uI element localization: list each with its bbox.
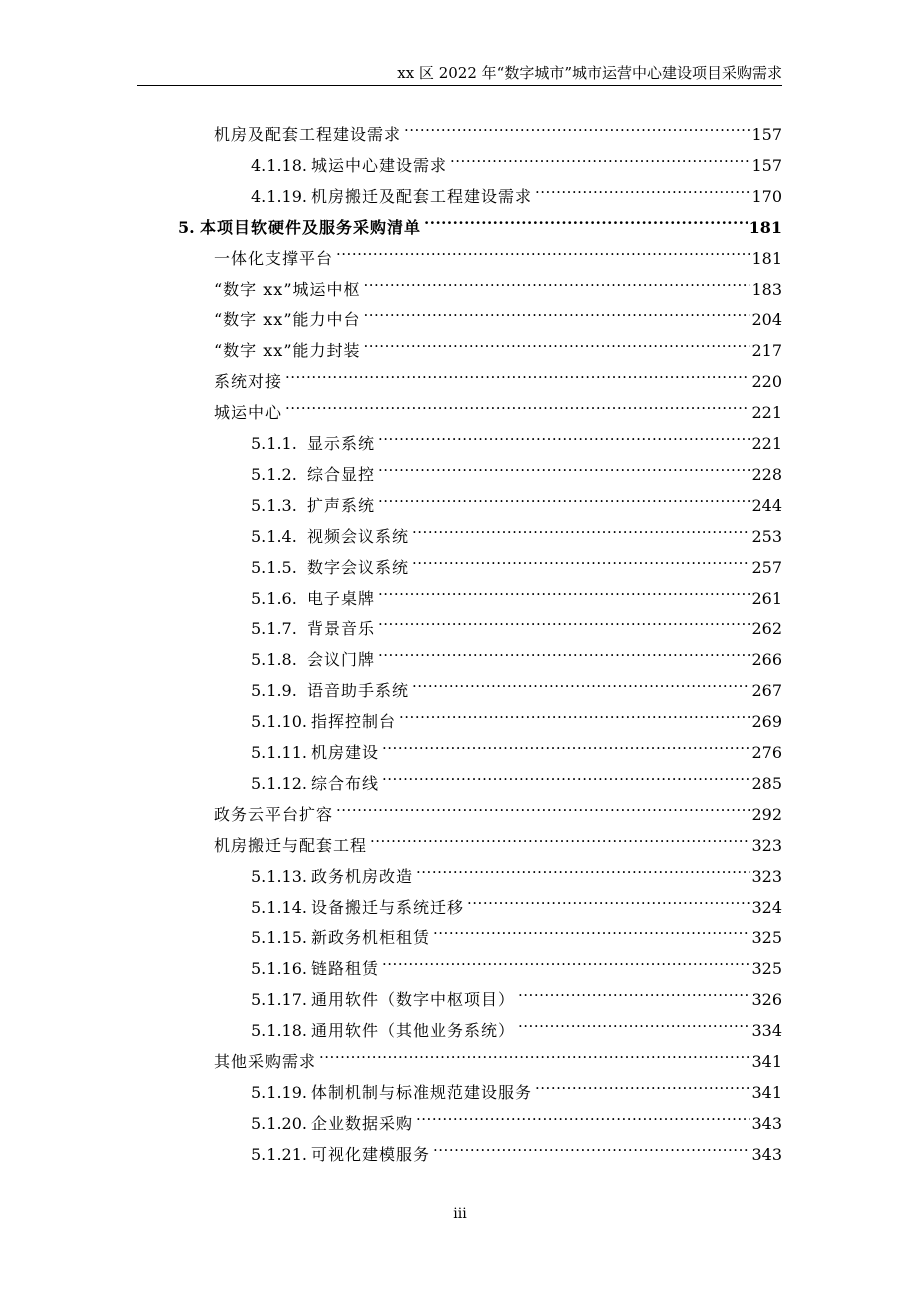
toc-entry-number: 5.1.19.: [251, 1082, 307, 1102]
toc-entry-page: 343: [751, 1113, 782, 1133]
toc-entry[interactable]: [214, 303, 782, 330]
toc-entry-number: 5.1.13.: [251, 866, 307, 886]
toc-entry-title: 新政务机柜租赁: [311, 928, 431, 948]
toc-entry-title: 政务机房改造: [311, 866, 414, 886]
toc-entry[interactable]: [251, 582, 782, 608]
toc-entry-number: 5.1.5.: [251, 557, 297, 577]
toc-entry[interactable]: [251, 860, 782, 886]
toc-entry-title: 政务云平台扩容: [214, 804, 334, 824]
toc-entry-page: 257: [751, 557, 782, 577]
toc-entry[interactable]: [251, 952, 782, 979]
toc-leader-dots: [412, 520, 750, 542]
header-rule: [137, 85, 782, 86]
toc-entry-number: 5.1.12.: [251, 773, 307, 793]
toc-entry-number: 5.1.6.: [251, 588, 297, 608]
toc-entry-number: 5.1.15.: [251, 928, 307, 948]
toc-leader-dots: [378, 582, 750, 604]
toc-entry-page: 292: [751, 804, 782, 824]
toc-leader-dots: [535, 180, 750, 202]
toc-entry-title: 体制机制与标准规范建设服务: [311, 1082, 533, 1102]
toc-entry[interactable]: [251, 705, 782, 732]
toc-entry-title: 视频会议系统: [307, 526, 410, 546]
toc-entry[interactable]: [214, 365, 782, 392]
toc-entry-title: 通用软件（数字中枢项目）: [311, 990, 516, 1010]
toc-entry-page: 204: [751, 310, 782, 330]
toc-leader-dots: [364, 303, 751, 325]
toc-leader-dots: [319, 1045, 750, 1067]
toc-entry-title: “数字 xx”城运中枢: [214, 279, 361, 299]
toc-entry-title: 城运中心: [214, 403, 283, 423]
toc-entry-page: 261: [751, 588, 782, 608]
toc-entry-title: 城运中心建设需求: [311, 155, 448, 175]
toc-leader-dots: [416, 1107, 750, 1129]
toc-leader-dots: [378, 458, 750, 480]
toc-entry-title: 机房搬迁与配套工程: [214, 835, 368, 855]
toc-entry-page: 157: [751, 125, 782, 144]
toc-leader-dots: [467, 891, 750, 913]
toc-entry-page: 183: [751, 279, 782, 299]
toc-leader-dots: [382, 736, 750, 758]
toc-entry[interactable]: [178, 211, 782, 237]
toc-entry-page: 325: [751, 959, 782, 979]
toc-entry-title: 显示系统: [307, 434, 376, 453]
toc-leader-dots: [433, 1138, 750, 1160]
toc-entry-page: 221: [751, 403, 782, 423]
toc-entry-number: 5.1.9.: [251, 681, 297, 701]
toc-leader-dots: [370, 829, 750, 851]
toc-entry-number: 4.1.19.: [251, 186, 307, 206]
toc-entry[interactable]: [214, 829, 782, 855]
toc-entry[interactable]: [251, 921, 782, 948]
toc-leader-dots: [382, 767, 750, 789]
toc-entry[interactable]: [251, 736, 782, 762]
toc-entry-page: 181: [751, 248, 782, 268]
toc-entry[interactable]: [214, 334, 782, 361]
toc-entry-title: 综合显控: [307, 464, 376, 484]
toc-leader-dots: [450, 149, 750, 171]
toc-entry-page: 266: [751, 650, 782, 670]
toc-entry-title: 企业数据采购: [311, 1113, 414, 1133]
toc-entry-page: 325: [751, 928, 782, 948]
toc-entry-title: 一体化支撑平台: [214, 248, 334, 268]
toc-entry[interactable]: [214, 396, 782, 423]
toc-leader-dots: [285, 396, 750, 418]
toc-entry-page: 170: [751, 186, 782, 206]
toc-leader-dots: [518, 983, 750, 1005]
toc-entry-title: “数字 xx”能力中台: [214, 310, 361, 330]
toc-leader-dots: [378, 489, 750, 511]
toc-entry[interactable]: [251, 1076, 782, 1102]
toc-leader-dots: [404, 118, 750, 140]
toc-entry-page: 323: [751, 866, 782, 886]
toc-leader-dots: [535, 1076, 750, 1098]
toc-leader-dots: [518, 1014, 750, 1036]
toc-entry-title: 其他采购需求: [214, 1052, 317, 1071]
toc-entry[interactable]: [251, 520, 782, 546]
toc-entry-title: 电子桌牌: [307, 588, 376, 608]
toc-leader-dots: [364, 273, 751, 295]
toc-entry[interactable]: [251, 458, 782, 484]
toc-entry-number: 5.1.4.: [251, 526, 297, 546]
toc-leader-dots: [433, 921, 750, 943]
toc-entry-title: 可视化建模服务: [311, 1144, 431, 1164]
toc-leader-dots: [424, 211, 748, 233]
toc-entry-title: 系统对接: [214, 372, 283, 392]
running-header: xx 区 2022 年“数字城市”城市运营中心建设项目采购需求: [397, 64, 782, 82]
toc-entry[interactable]: [251, 551, 782, 577]
toc-entry-title: 语音助手系统: [307, 681, 410, 701]
toc-entry-title: 链路租赁: [311, 959, 380, 979]
toc-entry-page: 269: [751, 712, 782, 732]
toc-leader-dots: [364, 334, 751, 356]
toc-entry-title: 综合布线: [311, 773, 380, 793]
toc-entry-number: 5.1.16.: [251, 959, 307, 979]
toc-leader-dots: [336, 242, 750, 264]
toc-leader-dots: [412, 674, 750, 696]
toc-leader-dots: [399, 705, 750, 727]
toc-entry-number: 5.1.11.: [251, 743, 307, 762]
toc-entry-number: 5.1.20.: [251, 1113, 307, 1133]
toc-entry-page: 244: [751, 495, 782, 515]
toc-entry-page: 267: [751, 681, 782, 701]
toc-entry-page: 228: [751, 464, 782, 484]
toc-entry[interactable]: [251, 489, 782, 515]
toc-entry-number: 4.1.18.: [251, 155, 307, 175]
toc-entry-number: 5.1.10.: [251, 712, 307, 732]
toc-entry[interactable]: [214, 798, 782, 824]
toc-entry-number: 5.1.1.: [251, 434, 297, 453]
toc-leader-dots: [412, 551, 750, 573]
toc-entry-number: 5.1.8.: [251, 650, 297, 670]
toc-entry-title: 扩声系统: [307, 495, 376, 515]
toc-entry[interactable]: [251, 983, 782, 1010]
toc-entry-title: 机房及配套工程建设需求: [214, 125, 402, 144]
toc-entry-title: 指挥控制台: [311, 712, 397, 732]
toc-entry-page: 181: [748, 217, 782, 237]
toc-entry-title: 数字会议系统: [307, 557, 410, 577]
toc-entry-number: 5.1.18.: [251, 1021, 307, 1041]
toc-leader-dots: [378, 643, 750, 665]
toc-entry-title: 设备搬迁与系统迁移: [311, 897, 465, 917]
toc-entry[interactable]: [251, 1138, 782, 1164]
toc-entry-number: 5.: [178, 217, 195, 237]
toc-leader-dots: [382, 952, 750, 974]
toc-entry-title: 机房建设: [311, 743, 380, 762]
toc-entry-number: 5.1.14.: [251, 897, 307, 917]
toc-entry-page: 220: [751, 372, 782, 392]
toc-entry-page: 262: [751, 619, 782, 639]
toc-leader-dots: [378, 427, 750, 449]
toc-entry[interactable]: [251, 149, 782, 175]
toc-leader-dots: [416, 860, 750, 882]
toc-entry[interactable]: [251, 767, 782, 793]
toc-entry-page: 276: [751, 743, 782, 762]
toc-entry[interactable]: [251, 1107, 782, 1133]
toc-leader-dots: [285, 365, 750, 387]
toc-entry-page: 221: [751, 434, 782, 453]
toc-entry-page: 326: [751, 990, 782, 1010]
toc-entry[interactable]: [251, 891, 782, 917]
toc-entry-number: 5.1.17.: [251, 990, 307, 1010]
toc-entry-page: 324: [751, 897, 782, 917]
toc-entry[interactable]: [251, 612, 782, 639]
toc-entry[interactable]: [214, 242, 782, 268]
toc-entry[interactable]: [251, 674, 782, 701]
toc-entry-number: 5.1.7.: [251, 619, 297, 639]
toc-entry[interactable]: [251, 427, 782, 453]
toc-entry-number: 5.1.2.: [251, 464, 297, 484]
toc-leader-dots: [378, 612, 750, 634]
toc-leader-dots: [336, 798, 750, 820]
toc-entry-page: 341: [751, 1052, 782, 1071]
toc-entry-page: 217: [751, 341, 782, 361]
toc-entry[interactable]: [214, 1045, 782, 1071]
toc-entry-title: 机房搬迁及配套工程建设需求: [311, 186, 533, 206]
toc-entry-title: “数字 xx”能力封装: [214, 341, 361, 361]
toc-entry-title: 通用软件（其他业务系统）: [311, 1021, 516, 1041]
toc-entry-page: 285: [751, 773, 782, 793]
toc-entry-number: 5.1.21.: [251, 1144, 307, 1164]
toc-entry-title: 本项目软硬件及服务采购清单: [200, 217, 422, 237]
toc-entry[interactable]: [251, 1014, 782, 1041]
toc-entry-title: 会议门牌: [307, 650, 376, 670]
toc-entry[interactable]: [251, 643, 782, 670]
toc-entry-number: 5.1.3.: [251, 495, 297, 515]
toc-entry-page: 341: [751, 1082, 782, 1102]
toc-entry[interactable]: [214, 273, 782, 299]
page-number: iii: [453, 1206, 467, 1222]
toc-entry[interactable]: [214, 118, 782, 144]
toc-entry-title: 背景音乐: [307, 619, 376, 639]
toc-entry-page: 157: [751, 155, 782, 175]
toc-entry-page: 334: [751, 1021, 782, 1041]
toc-entry-page: 343: [751, 1144, 782, 1164]
toc-entry-page: 253: [751, 526, 782, 546]
toc-entry[interactable]: [251, 180, 782, 206]
toc-entry-page: 323: [751, 835, 782, 855]
